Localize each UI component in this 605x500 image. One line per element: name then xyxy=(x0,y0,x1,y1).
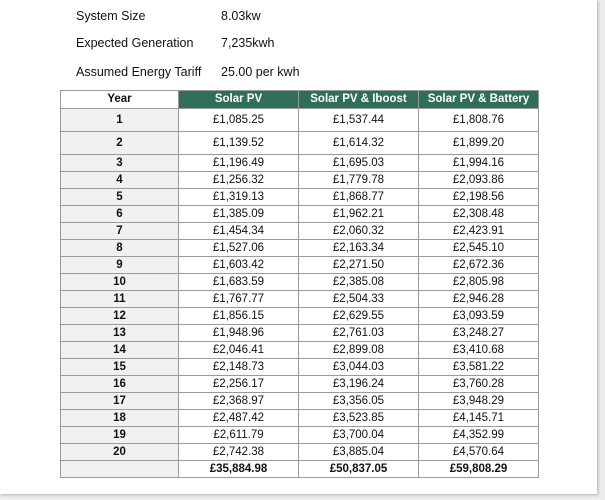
value-cell: £2,148.73 xyxy=(179,359,299,376)
value-cell: £2,308.48 xyxy=(419,206,539,223)
table-body xyxy=(61,109,539,478)
system-size-label: System Size xyxy=(76,9,146,23)
year-cell: 13 xyxy=(61,325,179,342)
value-cell: £1,994.16 xyxy=(419,155,539,172)
header-solar-pv: Solar PV xyxy=(179,91,299,109)
totals-blank-cell xyxy=(61,461,179,478)
value-cell: £1,856.15 xyxy=(179,308,299,325)
year-cell: 10 xyxy=(61,274,179,291)
value-cell: £3,196.24 xyxy=(299,376,419,393)
value-cell: £2,672.36 xyxy=(419,257,539,274)
value-cell: £1,683.59 xyxy=(179,274,299,291)
table-row xyxy=(61,444,539,461)
value-cell: £1,139.52 xyxy=(179,132,299,155)
value-cell: £1,385.09 xyxy=(179,206,299,223)
table-row xyxy=(61,257,539,274)
value-cell: £1,085.25 xyxy=(179,109,299,132)
year-cell: 14 xyxy=(61,342,179,359)
year-cell: 3 xyxy=(61,155,179,172)
total-value-cell: £35,884.98 xyxy=(179,461,299,478)
value-cell: £1,319.13 xyxy=(179,189,299,206)
table-row xyxy=(61,308,539,325)
value-cell: £2,271.50 xyxy=(299,257,419,274)
year-cell: 18 xyxy=(61,410,179,427)
year-cell: 19 xyxy=(61,427,179,444)
year-cell: 15 xyxy=(61,359,179,376)
table-row xyxy=(61,291,539,308)
value-cell: £1,454.34 xyxy=(179,223,299,240)
table-row xyxy=(61,206,539,223)
value-cell: £3,093.59 xyxy=(419,308,539,325)
year-cell: 5 xyxy=(61,189,179,206)
value-cell: £3,044.03 xyxy=(299,359,419,376)
year-cell: 9 xyxy=(61,257,179,274)
header-solar-pv-battery: Solar PV & Battery xyxy=(419,91,539,109)
value-cell: £1,899.20 xyxy=(419,132,539,155)
value-cell: £1,603.42 xyxy=(179,257,299,274)
value-cell: £2,060.32 xyxy=(299,223,419,240)
table-row xyxy=(61,325,539,342)
value-cell: £1,779.78 xyxy=(299,172,419,189)
value-cell: £2,198.56 xyxy=(419,189,539,206)
value-cell: £2,385.08 xyxy=(299,274,419,291)
value-cell: £3,523.85 xyxy=(299,410,419,427)
value-cell: £2,742.38 xyxy=(179,444,299,461)
value-cell: £2,629.55 xyxy=(299,308,419,325)
table-row xyxy=(61,274,539,291)
value-cell: £3,948.29 xyxy=(419,393,539,410)
value-cell: £2,545.10 xyxy=(419,240,539,257)
savings-table xyxy=(60,90,539,478)
value-cell: £1,196.49 xyxy=(179,155,299,172)
value-cell: £2,805.98 xyxy=(419,274,539,291)
value-cell: £3,581.22 xyxy=(419,359,539,376)
value-cell: £1,948.96 xyxy=(179,325,299,342)
value-cell: £1,808.76 xyxy=(419,109,539,132)
value-cell: £4,145.71 xyxy=(419,410,539,427)
totals-row xyxy=(61,461,539,478)
table-row xyxy=(61,172,539,189)
table-header-row xyxy=(61,91,539,109)
value-cell: £2,256.17 xyxy=(179,376,299,393)
value-cell: £2,163.34 xyxy=(299,240,419,257)
year-cell: 8 xyxy=(61,240,179,257)
total-value-cell: £59,808.29 xyxy=(419,461,539,478)
value-cell: £1,962.21 xyxy=(299,206,419,223)
value-cell: £3,700.04 xyxy=(299,427,419,444)
table-row xyxy=(61,109,539,132)
value-cell: £2,504.33 xyxy=(299,291,419,308)
year-cell: 11 xyxy=(61,291,179,308)
year-cell: 1 xyxy=(61,109,179,132)
value-cell: £1,695.03 xyxy=(299,155,419,172)
year-cell: 20 xyxy=(61,444,179,461)
value-cell: £1,256.32 xyxy=(179,172,299,189)
table-row xyxy=(61,359,539,376)
system-size-value: 8.03kw xyxy=(221,9,261,23)
value-cell: £2,611.79 xyxy=(179,427,299,444)
value-cell: £4,352.99 xyxy=(419,427,539,444)
value-cell: £2,946.28 xyxy=(419,291,539,308)
year-cell: 16 xyxy=(61,376,179,393)
table-row xyxy=(61,427,539,444)
year-cell: 12 xyxy=(61,308,179,325)
expected-generation-label: Expected Generation xyxy=(76,36,194,50)
value-cell: £4,570.64 xyxy=(419,444,539,461)
value-cell: £1,767.77 xyxy=(179,291,299,308)
table-row xyxy=(61,240,539,257)
value-cell: £2,093.86 xyxy=(419,172,539,189)
total-value-cell: £50,837.05 xyxy=(299,461,419,478)
value-cell: £1,527.06 xyxy=(179,240,299,257)
year-cell: 4 xyxy=(61,172,179,189)
table-row xyxy=(61,189,539,206)
value-cell: £1,537.44 xyxy=(299,109,419,132)
header-solar-pv-iboost: Solar PV & Iboost xyxy=(299,91,419,109)
value-cell: £3,760.28 xyxy=(419,376,539,393)
value-cell: £2,761.03 xyxy=(299,325,419,342)
year-cell: 17 xyxy=(61,393,179,410)
table-row xyxy=(61,342,539,359)
value-cell: £2,423.91 xyxy=(419,223,539,240)
year-cell: 7 xyxy=(61,223,179,240)
energy-tariff-value: 25.00 per kwh xyxy=(221,65,300,79)
value-cell: £3,356.05 xyxy=(299,393,419,410)
header-year: Year xyxy=(61,91,179,109)
energy-tariff-label: Assumed Energy Tariff xyxy=(76,65,202,79)
table-row xyxy=(61,376,539,393)
expected-generation-value: 7,235kwh xyxy=(221,36,275,50)
year-cell: 2 xyxy=(61,132,179,155)
value-cell: £1,614.32 xyxy=(299,132,419,155)
table-row xyxy=(61,223,539,240)
value-cell: £3,248.27 xyxy=(419,325,539,342)
table-row xyxy=(61,410,539,427)
value-cell: £2,487.42 xyxy=(179,410,299,427)
table-row xyxy=(61,393,539,410)
value-cell: £3,410.68 xyxy=(419,342,539,359)
year-cell: 6 xyxy=(61,206,179,223)
value-cell: £1,868.77 xyxy=(299,189,419,206)
value-cell: £2,046.41 xyxy=(179,342,299,359)
value-cell: £2,899.08 xyxy=(299,342,419,359)
value-cell: £3,885.04 xyxy=(299,444,419,461)
value-cell: £2,368.97 xyxy=(179,393,299,410)
table-row xyxy=(61,155,539,172)
table-row xyxy=(61,132,539,155)
